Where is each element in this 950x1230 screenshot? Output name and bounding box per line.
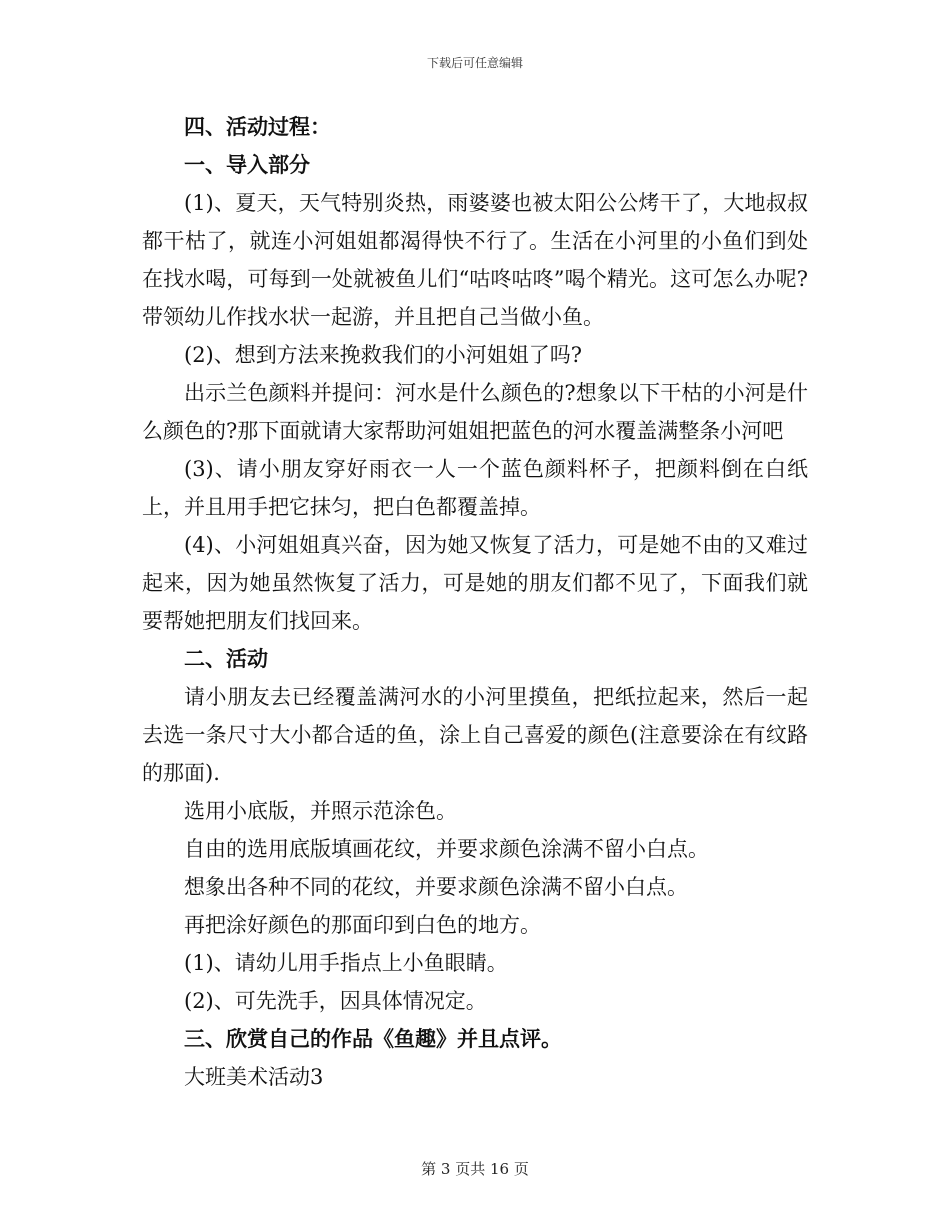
section-heading: 二、活动 [184, 646, 268, 671]
section-heading: 三、欣赏自己的作品《鱼趣》并且点评。 [184, 1026, 562, 1051]
body-paragraph: 自由的选用底版填画花纹，并要求颜色涂满不留小白点。 [184, 837, 709, 861]
body-paragraph: (2)、想到方法来挽救我们的小河姐姐了吗? [184, 343, 583, 367]
page-footer-number: 第 3 页共 16 页 [421, 1160, 529, 1178]
body-paragraph: (1)、请幼儿用手指点上小鱼眼睛。 [184, 951, 508, 975]
section-heading: 一、导入部分 [184, 152, 310, 177]
section-heading: 四、活动过程： [184, 114, 331, 139]
document-body [142, 108, 808, 1096]
body-paragraph: 选用小底版，并照示范涂色。 [184, 799, 457, 823]
body-paragraph: 再把涂好颜色的那面印到白色的地方。 [184, 913, 541, 937]
body-paragraph: 大班美术活动3 [184, 1065, 324, 1089]
body-paragraph: (3)、请小朋友穿好雨衣一人一个蓝色颜料杯子，把颜料倒在白纸上，并且用手把它抹匀，把白色都覆盖掉。 [142, 457, 808, 519]
body-paragraph: (4)、小河姐姐真兴奋，因为她又恢复了活力，可是她不由的又难过起来，因为她虽然恢复了活力，可是她的朋友们都不见了，下面我们就要帮她把朋友们找回来。 [142, 533, 808, 633]
body-paragraph: (2)、可先洗手，因具体情况定。 [184, 989, 487, 1013]
body-paragraph: 想象出各种不同的花纹，并要求颜色涂满不留小白点。 [184, 875, 688, 899]
body-paragraph: 出示兰色颜料并提问：河水是什么颜色的?想象以下干枯的小河是什么颜色的?那下面就请大家帮助河姐姐把蓝色的河水覆盖满整条小河吧 [142, 381, 808, 443]
body-paragraph: 请小朋友去已经覆盖满河水的小河里摸鱼，把纸拉起来，然后一起去选一条尺寸大小都合适的鱼，涂上自己喜爱的颜色(注意要涂在有纹路的那面). [142, 685, 808, 785]
page-header-note: 下载后可任意编辑 [426, 56, 523, 70]
body-paragraph: (1)、夏天，天气特别炎热，雨婆婆也被太阳公公烤干了，大地叔叔都干枯了，就连小河姐姐都渴得快不行了。生活在小河里的小鱼们到处在找水喝，可每到一处就被鱼儿们“咕咚咕咚”喝个精光。这可怎么办呢?带领幼儿作找水状一起游，并且把自己当做小鱼。 [142, 191, 808, 329]
